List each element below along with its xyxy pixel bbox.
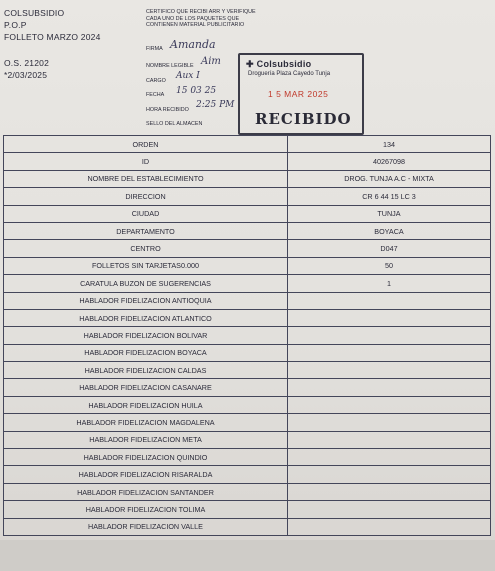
row-value (288, 518, 491, 535)
row-label: HABLADOR FIDELIZACION BOYACA (4, 344, 288, 361)
row-label: HABLADOR FIDELIZACION BOLIVAR (4, 327, 288, 344)
row-label: HABLADOR FIDELIZACION QUINDIO (4, 449, 288, 466)
row-value: 40267098 (288, 153, 491, 170)
row-label: HABLADOR FIDELIZACION RISARALDA (4, 466, 288, 483)
row-value: TUNJA (288, 205, 491, 222)
hora-label: HORA RECIBIDO (146, 107, 189, 113)
row-label: DEPARTAMENTO (4, 222, 288, 239)
row-value (288, 414, 491, 431)
row-value (288, 362, 491, 379)
row-value: 134 (288, 136, 491, 153)
row-label: HABLADOR FIDELIZACION SANTANDER (4, 483, 288, 500)
folleto-label: FOLLETO MARZO 2024 (4, 32, 101, 42)
row-label: ORDEN (4, 136, 288, 153)
table-row (4, 309, 491, 326)
row-label: HABLADOR FIDELIZACION META (4, 431, 288, 448)
row-value: 1 (288, 275, 491, 292)
row-value: BOYACA (288, 222, 491, 239)
os-date: *2/03/2025 (4, 70, 48, 80)
row-label: HABLADOR FIDELIZACION CASANARE (4, 379, 288, 396)
row-value (288, 483, 491, 500)
row-label: HABLADOR FIDELIZACION HUILA (4, 396, 288, 413)
table-row (4, 344, 491, 361)
delivery-table (3, 135, 491, 536)
table-row (4, 257, 491, 274)
row-label: ID (4, 153, 288, 170)
row-value (288, 431, 491, 448)
cargo-value: Aux I (176, 71, 200, 81)
brand-mark-icon: ✚ (246, 59, 254, 69)
row-label: NOMBRE DEL ESTABLECIMIENTO (4, 170, 288, 187)
row-label: HABLADOR FIDELIZACION CALDAS (4, 362, 288, 379)
table-row (4, 275, 491, 292)
table-row (4, 240, 491, 257)
table-row (4, 518, 491, 535)
row-label: CENTRO (4, 240, 288, 257)
table-row (4, 136, 491, 153)
received-stamp (238, 53, 364, 135)
fecha-label: FECHA (146, 92, 165, 98)
row-value (288, 344, 491, 361)
row-label: HABLADOR FIDELIZACION ATLANTICO (4, 309, 288, 326)
stamp-brand: ✚ Colsubsidio (246, 59, 312, 69)
stamp-label: RECIBIDO (255, 110, 352, 128)
table-row (4, 205, 491, 222)
os-number: O.S. 21202 (4, 58, 50, 68)
sender-block (4, 7, 101, 81)
row-value (288, 309, 491, 326)
hora-value: 2:25 PM (196, 100, 235, 110)
certificate-text: CERTIFICO QUE RECIBI ARR Y VERIFIQUE CADA UNO DE LOS PAQUETES QUE CONTIENEN MATERIAL PUBLICITARIO (146, 9, 256, 28)
table-row (4, 431, 491, 448)
company-name: COLSUBSIDIO (4, 8, 65, 18)
firma-signature: Amanda (170, 38, 216, 51)
table-row (4, 362, 491, 379)
row-value (288, 379, 491, 396)
row-value (288, 327, 491, 344)
row-label: HABLADOR FIDELIZACION MAGDALENA (4, 414, 288, 431)
table-row (4, 396, 491, 413)
row-label: CARATULA BUZON DE SUGERENCIAS (4, 275, 288, 292)
row-value (288, 292, 491, 309)
table-row (4, 188, 491, 205)
row-value (288, 501, 491, 518)
row-label: FOLLETOS SIN TARJETAS0.000 (4, 257, 288, 274)
firma-label: FIRMA (146, 46, 163, 52)
cargo-label: CARGO (146, 78, 166, 84)
table-row (4, 379, 491, 396)
row-value (288, 449, 491, 466)
pop-label: P.O.P (4, 20, 27, 30)
table-row (4, 414, 491, 431)
table-row (4, 292, 491, 309)
row-value (288, 396, 491, 413)
row-label: CIUDAD (4, 205, 288, 222)
fecha-value: 15 03 25 (176, 86, 217, 96)
nombre-label: NOMBRE LEGIBLE (146, 63, 194, 69)
table-row (4, 483, 491, 500)
table-row (4, 153, 491, 170)
stamp-store: Droguería Plaza Cayedo Tunja (248, 71, 331, 77)
table-row (4, 170, 491, 187)
nombre-value: Aim (201, 56, 221, 67)
row-label: HABLADOR FIDELIZACION ANTIOQUIA (4, 292, 288, 309)
row-label: HABLADOR FIDELIZACION TOLIMA (4, 501, 288, 518)
row-value: 50 (288, 257, 491, 274)
table-row (4, 327, 491, 344)
table-row (4, 222, 491, 239)
table-row (4, 466, 491, 483)
row-label: DIRECCION (4, 188, 288, 205)
page-bottom (0, 540, 495, 571)
table-row (4, 501, 491, 518)
table-row (4, 449, 491, 466)
stamp-date: 1 5 MAR 2025 (268, 89, 329, 99)
row-value: DROG. TUNJA A.C - MIXTA (288, 170, 491, 187)
row-value (288, 466, 491, 483)
row-value: CR 6 44 15 LC 3 (288, 188, 491, 205)
row-label: HABLADOR FIDELIZACION VALLE (4, 518, 288, 535)
sello-label: SELLO DEL ALMACEN (146, 121, 203, 127)
row-value: D047 (288, 240, 491, 257)
